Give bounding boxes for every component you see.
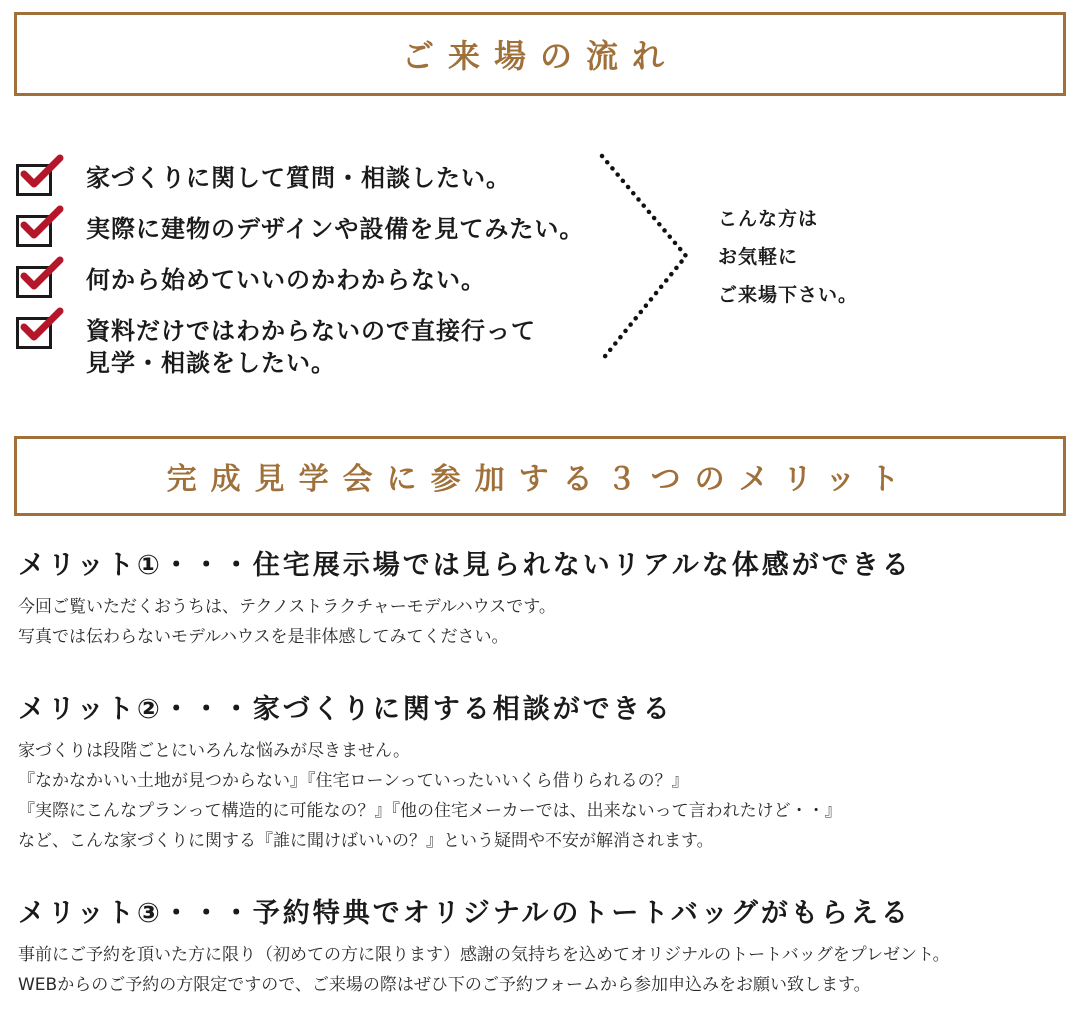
merit-body-line: WEBからのご予約の方限定ですので、ご来場の際はぜひ下のご予約フォームから参加申込みをお願い致します。	[18, 975, 871, 995]
merits-title: 完成見学会に参加する３つのメリット	[166, 462, 914, 497]
merit-body-line: 『なかなかいい土地が見つからない』『住宅ローンっていったいいくら借りられるの？』	[18, 771, 689, 791]
checkmark-icon	[18, 152, 64, 194]
checklist-item	[14, 311, 614, 381]
merit-body-line: 写真では伝わらないモデルハウスを是非体感してみてください。	[18, 627, 509, 647]
visit-flow-banner	[14, 12, 1066, 96]
welcome-note	[718, 200, 858, 314]
merit-section-3	[18, 896, 1068, 1000]
checklist-item-text: 家づくりに関して質問・相談したい。	[86, 164, 511, 192]
merit-body-line: 今回ご覧いただくおうちは、テクノストラクチャーモデルハウスです。	[18, 597, 556, 617]
merit-heading: メリット③・・・予約特典でオリジナルのトートバッグがもらえる	[18, 898, 911, 929]
checklist-item-text: 資料だけではわからないので直接行って 見学・相談をしたい。	[86, 317, 536, 377]
merit-heading: メリット①・・・住宅展示場では見られないリアルな体感ができる	[18, 550, 912, 581]
merit-body-line: など、こんな家づくりに関する『誰に聞けばいいの？』という疑問や不安が解消されます。	[18, 831, 714, 851]
dotted-chevron-divider	[596, 150, 696, 366]
merit-section-1	[18, 548, 1068, 652]
checkmark-icon	[18, 305, 64, 347]
merit-body	[18, 592, 1068, 652]
merit-body-line: 『実際にこんなプランって構造的に可能なの？』『他の住宅メーカーでは、出来ないって言われたけど・・』	[18, 801, 842, 821]
checkmark-icon	[18, 203, 64, 245]
merit-body-line: 事前にご予約を頂いた方に限り（初めての方に限ります）感謝の気持ちを込めてオリジナルのトートバッグをプレゼント。	[18, 945, 950, 965]
checklist-item	[14, 260, 614, 302]
concern-checklist	[14, 158, 614, 390]
merit-body-line: 家づくりは段階ごとにいろんな悩みが尽きません。	[18, 741, 411, 761]
visit-flow-title: ご来場の流れ	[401, 37, 678, 75]
merit-body	[18, 940, 1068, 1000]
welcome-note-line: ご来場下さい。	[718, 284, 859, 306]
merit-body	[18, 736, 1068, 856]
merit-section-2	[18, 692, 1068, 856]
merit-heading: メリット②・・・家づくりに関する相談ができる	[18, 694, 673, 725]
checklist-item-text: 何から始めていいのかわからない。	[86, 266, 486, 294]
merits-banner	[14, 436, 1066, 516]
checklist-item	[14, 158, 614, 200]
checkmark-icon	[18, 254, 64, 296]
checklist-item-text: 実際に建物のデザインや設備を見てみたい。	[86, 215, 585, 243]
welcome-note-line: お気軽に	[718, 246, 799, 268]
welcome-note-line: こんな方は	[718, 208, 819, 230]
checklist-item	[14, 209, 614, 251]
